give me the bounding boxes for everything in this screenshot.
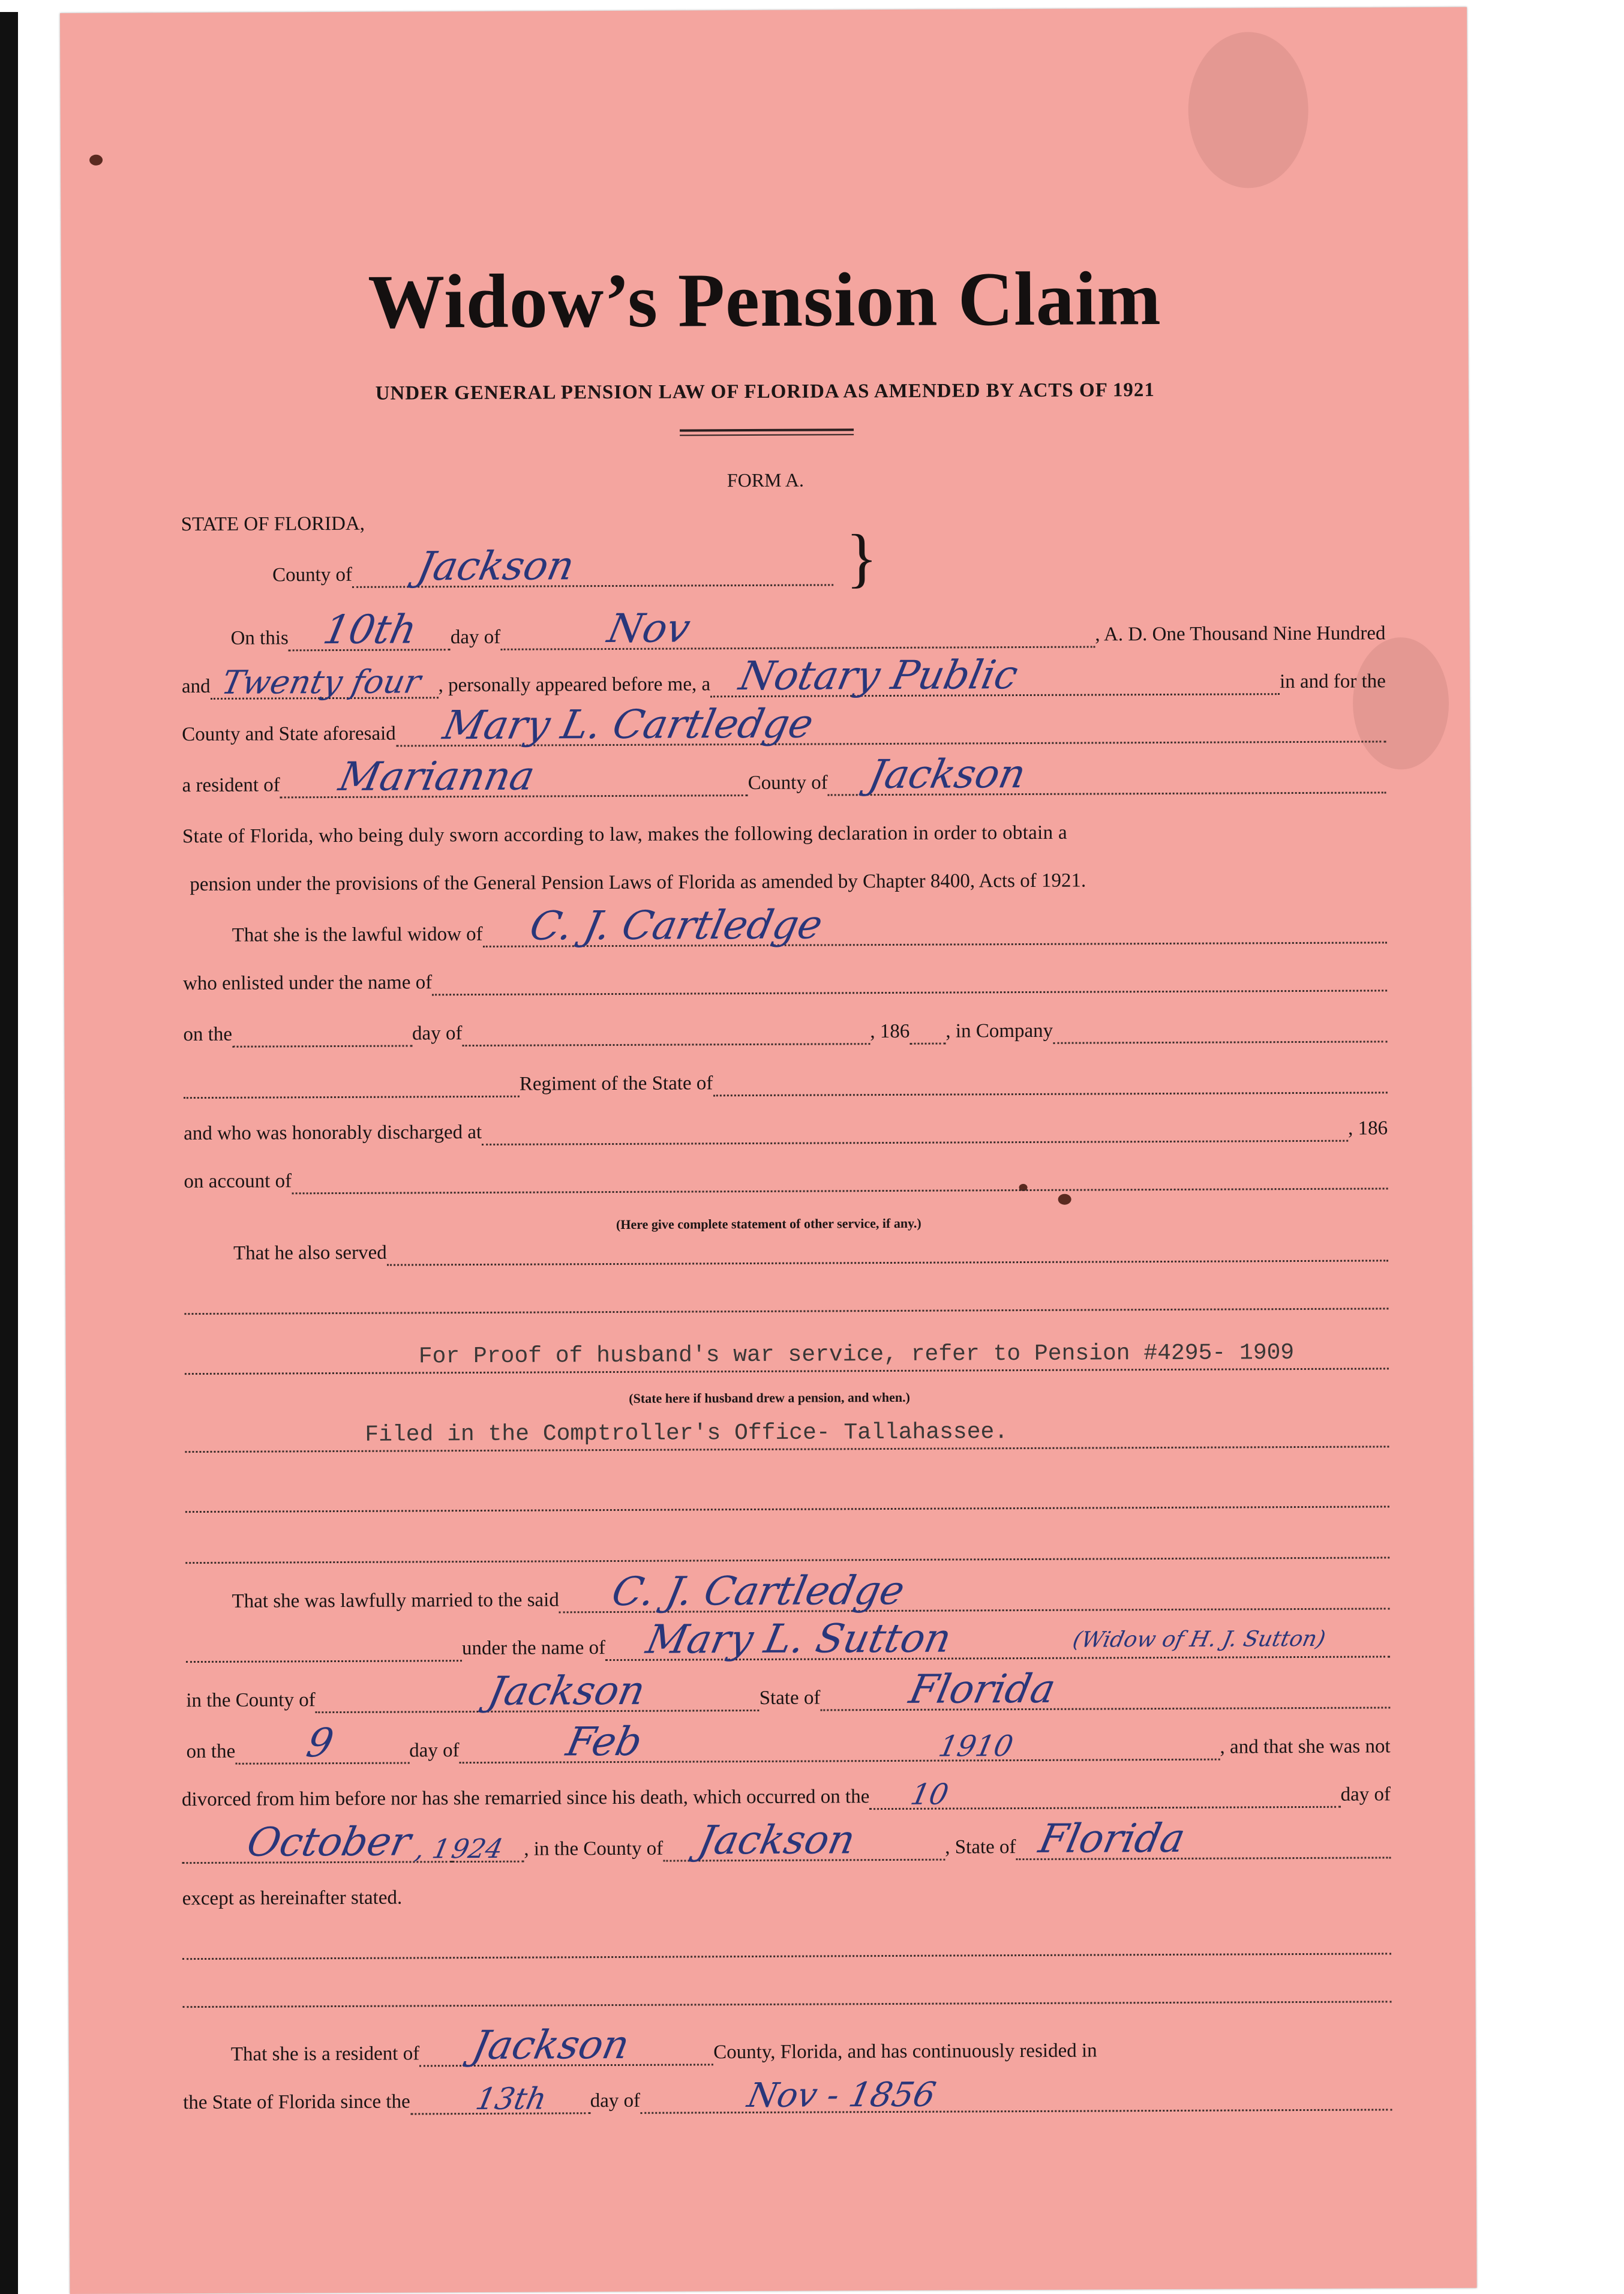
married-to-value: C. J. Cartledge bbox=[608, 1567, 909, 1615]
lawful-widow-label: That she is the lawful widow of bbox=[232, 923, 483, 946]
declaration-text-1: State of Florida, who being duly sworn according to law, makes the following declaration in order to obtain a bbox=[182, 821, 1067, 848]
title-rule bbox=[680, 428, 854, 436]
enlist-year-field[interactable] bbox=[909, 1010, 945, 1045]
death-county-value: Jackson bbox=[694, 1816, 860, 1864]
on-this-label: On this bbox=[230, 627, 289, 649]
in-county-of-label: , in the County of bbox=[524, 1837, 664, 1860]
on-account-label: on account of bbox=[184, 1170, 292, 1193]
resident-county-field[interactable] bbox=[419, 2021, 713, 2069]
personally-label: , personally appeared before me, a bbox=[438, 673, 711, 697]
residence-county-field[interactable] bbox=[827, 750, 1386, 798]
she-resident-label: That she is a resident of bbox=[230, 2043, 420, 2065]
marriage-day-value: 9 bbox=[302, 1720, 338, 1767]
scan-border bbox=[0, 12, 18, 2294]
county-label: County of bbox=[272, 563, 353, 586]
maiden-name-value: Mary L. Sutton bbox=[642, 1615, 956, 1663]
death-state-field[interactable] bbox=[1016, 1815, 1391, 1862]
maiden-prefix-field[interactable] bbox=[186, 1627, 462, 1663]
blank-row-2 bbox=[185, 1471, 1389, 1513]
declaration-text-2: pension under the provisions of the General Pension Laws of Florida as amended by Chapter 8400, Acts of 1921. bbox=[190, 869, 1086, 896]
marriage-state-field[interactable] bbox=[820, 1665, 1390, 1713]
resided-label: County, Florida, and has continuously resided in bbox=[713, 2040, 1097, 2064]
discharge-row bbox=[184, 1105, 1388, 1147]
year-row bbox=[181, 652, 1386, 701]
married-row bbox=[232, 1567, 1389, 1615]
day-of-short-label: day of bbox=[412, 1022, 463, 1045]
county-of-label: County of bbox=[748, 772, 828, 794]
enlisted-name-field[interactable] bbox=[432, 956, 1387, 995]
in-county-label: in the County of bbox=[186, 1689, 316, 1712]
day-value: 10th bbox=[319, 606, 421, 653]
day-of-label-3: day of bbox=[590, 2089, 641, 2112]
blank-field-5[interactable] bbox=[182, 1968, 1391, 2008]
ad-label: , A. D. One Thousand Nine Hundred bbox=[1095, 622, 1386, 646]
account-row bbox=[184, 1153, 1388, 1195]
declaration-row-2 bbox=[190, 856, 1386, 898]
in-and-for-label: in and for the bbox=[1279, 670, 1386, 693]
married-label: That she was lawfully married to the said bbox=[232, 1589, 559, 1612]
blank-field-4[interactable] bbox=[182, 1920, 1391, 1960]
except-row bbox=[182, 1870, 1391, 1912]
form-title: Widow’s Pension Claim bbox=[368, 255, 1162, 344]
official-field[interactable] bbox=[710, 652, 1280, 700]
and-label: and bbox=[181, 675, 211, 698]
month-field[interactable] bbox=[500, 605, 1095, 652]
discharge-place-field[interactable] bbox=[482, 1107, 1348, 1145]
also-served-row bbox=[233, 1225, 1388, 1266]
also-served-label: That he also served bbox=[233, 1242, 387, 1264]
day-of-label: day of bbox=[450, 626, 501, 649]
enlist-month-field[interactable] bbox=[462, 1010, 870, 1046]
marriage-year-value: 1910 bbox=[935, 1729, 1016, 1764]
claimant-row bbox=[182, 700, 1386, 749]
day-field[interactable] bbox=[289, 606, 451, 653]
filed-row bbox=[185, 1411, 1389, 1453]
since-row bbox=[183, 2074, 1392, 2116]
on-the-label: on the bbox=[183, 1023, 233, 1046]
marriage-county-field[interactable] bbox=[316, 1667, 760, 1714]
county-field[interactable] bbox=[352, 542, 833, 590]
husband-field[interactable] bbox=[482, 901, 1386, 949]
death-row-2 bbox=[182, 1815, 1391, 1866]
regiment-state-field[interactable] bbox=[713, 1058, 1388, 1096]
blank-row-4 bbox=[182, 1918, 1391, 1960]
proof-typed-text: For Proof of husband's war service, refer to Pension #4295- 1909 bbox=[418, 1340, 1295, 1370]
resident-row bbox=[230, 2021, 1392, 2069]
town-value: Marianna bbox=[335, 752, 539, 800]
declaration-row-1 bbox=[182, 808, 1386, 850]
other-service-note: (Here give complete statement of other service, if any.) bbox=[616, 1215, 921, 1232]
bracket-brace: } bbox=[845, 521, 878, 595]
death-state-value: Florida bbox=[1035, 1815, 1190, 1862]
year-value: Twenty four bbox=[218, 662, 424, 701]
discharge-year-label: , 186 bbox=[1348, 1117, 1388, 1139]
residence-row bbox=[182, 750, 1386, 800]
enlist-day-field[interactable] bbox=[232, 1012, 412, 1047]
blank-row-1 bbox=[184, 1273, 1388, 1315]
blank-row-5 bbox=[182, 1966, 1391, 2008]
company-field[interactable] bbox=[1053, 1007, 1388, 1043]
death-county-field[interactable] bbox=[663, 1816, 945, 1864]
state-heading-row bbox=[181, 496, 1385, 538]
claimant-value: Mary L. Cartledge bbox=[439, 700, 817, 749]
county-row bbox=[272, 542, 833, 590]
death-year-value: 924 bbox=[449, 1833, 506, 1865]
since-date-field[interactable] bbox=[640, 2075, 1392, 2116]
divorced-text: divorced from him before nor has she remarried since his death, which occurred on the bbox=[181, 1786, 870, 1811]
filed-field[interactable] bbox=[185, 1413, 1389, 1453]
date-row bbox=[230, 605, 1386, 653]
death-month-field[interactable] bbox=[182, 1818, 453, 1866]
resident-of-label: a resident of bbox=[182, 774, 280, 797]
town-field[interactable] bbox=[280, 752, 748, 800]
proof-field[interactable] bbox=[185, 1335, 1389, 1375]
blank-field-1[interactable] bbox=[184, 1275, 1388, 1315]
year-186-label: , 186 bbox=[870, 1020, 910, 1043]
since-the-label: the State of Florida since the bbox=[183, 2091, 410, 2114]
account-field[interactable] bbox=[292, 1155, 1388, 1194]
regiment-field[interactable] bbox=[184, 1063, 520, 1099]
county-value: Jackson bbox=[413, 542, 578, 590]
day-of-label-2: day of bbox=[409, 1740, 460, 1762]
year-field[interactable] bbox=[210, 664, 438, 700]
widow-row bbox=[232, 901, 1387, 949]
also-served-field[interactable] bbox=[387, 1227, 1389, 1266]
under-name-label: under the name of bbox=[461, 1637, 606, 1660]
husband-value: C. J. Cartledge bbox=[526, 901, 827, 949]
pension-form-sheet bbox=[60, 7, 1477, 2294]
death-day-value: 10 bbox=[908, 1777, 952, 1812]
marriage-state-value: Florida bbox=[905, 1665, 1060, 1713]
regiment-row bbox=[184, 1057, 1388, 1099]
death-year-field[interactable] bbox=[449, 1828, 524, 1865]
on-the-label-2: on the bbox=[186, 1740, 236, 1763]
since-day-field[interactable] bbox=[410, 2079, 590, 2115]
in-company-label: , in Company bbox=[945, 1019, 1053, 1042]
maiden-name-field[interactable] bbox=[605, 1615, 1390, 1663]
since-day-value: 13th bbox=[472, 2081, 550, 2117]
not-divorced-label: , and that she was not bbox=[1220, 1735, 1391, 1758]
filed-typed-text: Filed in the Comptroller's Office- Tallahassee. bbox=[365, 1419, 1008, 1448]
regiment-label: Regiment of the State of bbox=[519, 1072, 713, 1095]
pension-note: (State here if husband drew a pension, and when.) bbox=[629, 1389, 910, 1406]
blank-field-2[interactable] bbox=[185, 1473, 1389, 1513]
state-of-label: State of bbox=[759, 1687, 821, 1709]
state-heading: STATE OF FLORIDA, bbox=[181, 512, 365, 536]
marriage-month-field[interactable] bbox=[459, 1718, 1220, 1765]
since-date-value: Nov - 1856 bbox=[744, 2075, 939, 2116]
claimant-field[interactable] bbox=[396, 700, 1386, 749]
resident-county-value: Jackson bbox=[469, 2021, 634, 2069]
blank-field-3[interactable] bbox=[185, 1524, 1389, 1564]
maiden-note-value: (Widow of H. J. Sutton) bbox=[1070, 1626, 1328, 1653]
marriage-month-value: Feb bbox=[562, 1718, 647, 1765]
official-value: Notary Public bbox=[736, 652, 1022, 700]
death-row-1 bbox=[182, 1771, 1391, 1813]
marriage-county-value: Jackson bbox=[484, 1667, 650, 1714]
blank-row-3 bbox=[185, 1522, 1389, 1564]
death-year-lead: , 1 bbox=[413, 1834, 453, 1865]
death-day-field[interactable] bbox=[869, 1773, 1341, 1810]
state-of-comma-label: , State of bbox=[945, 1836, 1016, 1858]
enlist-date-row bbox=[183, 1006, 1387, 1048]
residence-county-value: Jackson bbox=[864, 750, 1030, 798]
form-label: FORM A. bbox=[727, 469, 804, 491]
marriage-date-row bbox=[186, 1718, 1391, 1767]
marriage-day-field[interactable] bbox=[235, 1720, 409, 1767]
discharged-label: and who was honorably discharged at bbox=[184, 1121, 482, 1145]
aforesaid-label: County and State aforesaid bbox=[182, 722, 396, 746]
maiden-name-row bbox=[186, 1615, 1390, 1663]
marriage-place-row bbox=[186, 1665, 1390, 1714]
except-stated-label: except as hereinafter stated. bbox=[182, 1887, 403, 1910]
married-to-field[interactable] bbox=[559, 1567, 1390, 1615]
month-value: Nov bbox=[604, 605, 694, 652]
enlisted-row bbox=[183, 955, 1387, 997]
form-subtitle: UNDER GENERAL PENSION LAW OF FLORIDA AS AMENDED BY ACTS OF 1921 bbox=[375, 379, 1155, 404]
enlisted-label: who enlisted under the name of bbox=[182, 971, 433, 995]
death-month-value: October bbox=[243, 1818, 415, 1866]
day-of-end-label: day of bbox=[1340, 1783, 1391, 1806]
proof-row bbox=[185, 1333, 1389, 1375]
